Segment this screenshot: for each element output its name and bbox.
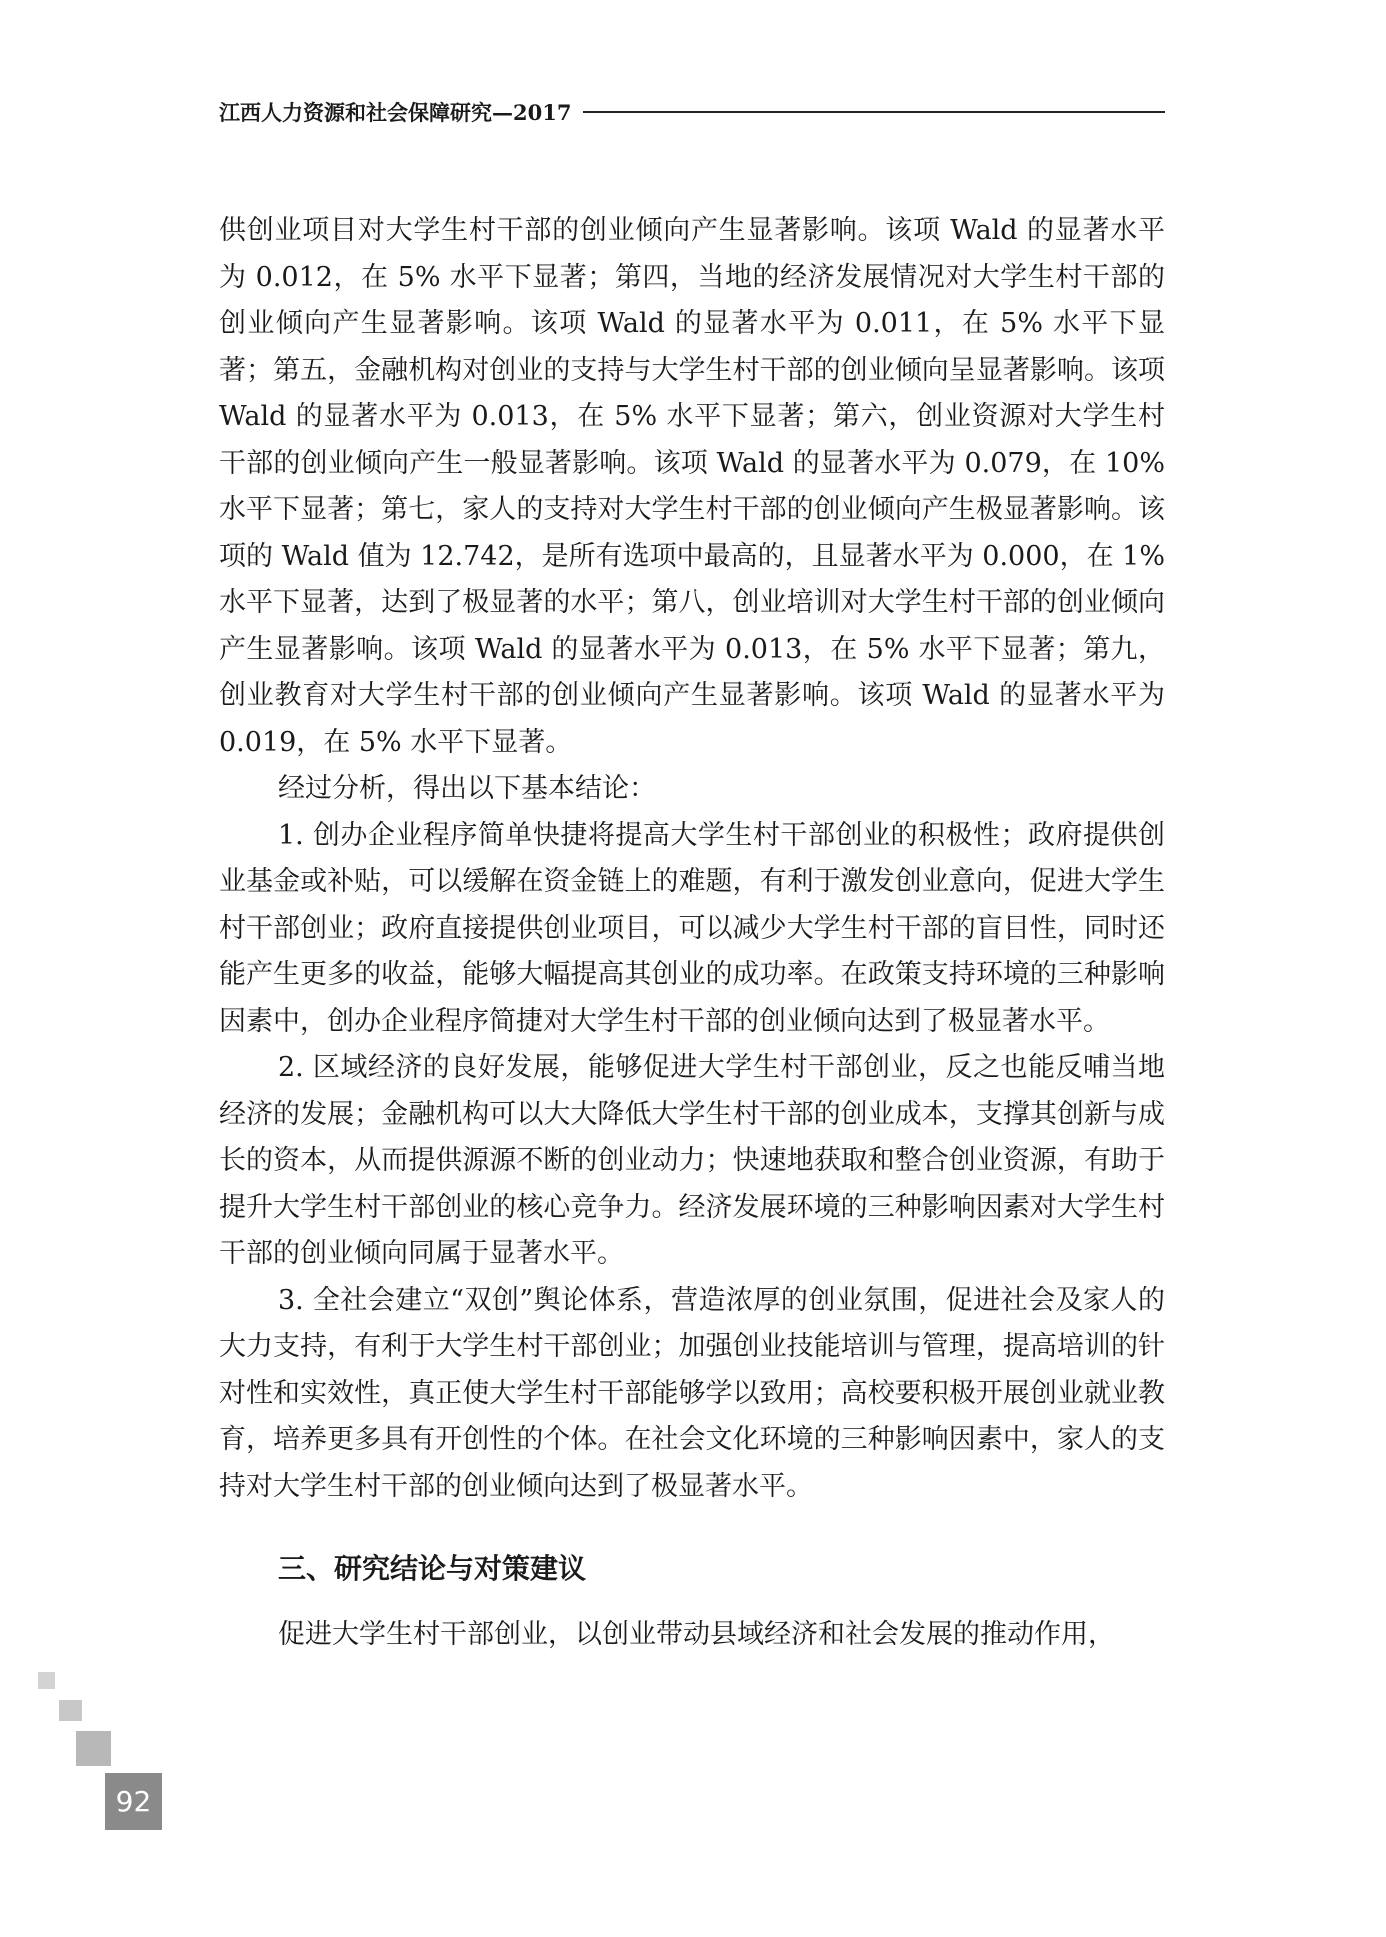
article-body [219,208,1165,1659]
paragraph-conclusion-2: 2. 区域经济的良好发展，能够促进大学生村干部创业，反之也能反哺当地经济的发展；金融机构可以大大降低大学生村干部的创业成本，支撑其创新与成长的资本，从而提供源源不断的创业动力；快速地获取和整合创业资源，有助于提升大学生村干部创业的核心竞争力。经济发展环境的三种影响因素对大学生村干部的创业倾向同属于显著水平。 [219,1052,1165,1269]
paragraph-section-start: 促进大学生村干部创业，以创业带动县域经济和社会发展的推动作用， [278,1619,1115,1650]
deco-square-3 [76,1731,111,1766]
deco-square-2 [59,1700,82,1721]
section-heading: 三、研究结论与对策建议 [278,1552,587,1585]
paragraph-conclusion-3: 3. 全社会建立“双创”舆论体系，营造浓厚的创业氛围，促进社会及家人的大力支持，有利于大学生村干部创业；加强创业技能培训与管理，提高培训的针对性和实效性，真正使大学生村干部能够学以致用；高校要积极开展创业就业教育，培养更多具有开创性的个体。在社会文化环境的三种影响因素中，家人的支持对大学生村干部的创业倾向达到了极显著水平。 [219,1284,1165,1502]
journal-title: 江西人力资源和社会保障研究—2017 [219,100,572,125]
running-header [219,92,1165,132]
page-number: 92 [115,1785,152,1818]
deco-square-1 [38,1672,55,1689]
paragraph-conclusion-intro: 经过分析，得出以下基本结论： [278,773,656,804]
header-rule [583,111,1165,113]
paragraph-conclusion-1: 1. 创办企业程序简单快捷将提高大学生村干部创业的积极性；政府提供创业基金或补贴，可以缓解在资金链上的难题，有利于激发创业意向，促进大学生村干部创业；政府直接提供创业项目，可以减少大学生村干部的盲目性，同时还能产生更多的收益，能够大幅提高其创业的成功率。在政策支持环境的三种影响因素中，创办企业程序简捷对大学生村干部的创业倾向达到了极显著水平。 [219,819,1165,1037]
paragraph-wald-results: 供创业项目对大学生村干部的创业倾向产生显著影响。该项 Wald 的显著水平为 0.012，在 5% 水平下显著；第四，当地的经济发展情况对大学生村干部的创业倾向产生显著影响。该项 Wald 的显著水平为 0.011，在 5% 水平下显著；第五，金融机构对创业的支持与大学生村干部的创业倾向呈显著影响。该项 Wald 的显著水平为 0.013，在 5% 水平下显著；第六，创业资源对大学生村干部的创业倾向产生一般显著影响。该项 Wald 的显著水平为 0.079，在 10% 水平下显著；第七，家人的支持对大学生村干部的创业倾向产生极显著影响。该项的 Wald 值为 12.742，是所有选项中最高的，且显著水平为 0.000，在 1% 水平下显著，达到了极显著的水平；第八，创业培训对大学生村干部的创业倾向产生显著影响。该项 Wald 的显著水平为 0.013，在 5% 水平下显著；第九，创业教育对大学生村干部的创业倾向产生显著影响。该项 Wald 的显著水平为 0.019，在 5% 水平下显著。 [219,215,1165,758]
page-number-box [105,1773,162,1830]
